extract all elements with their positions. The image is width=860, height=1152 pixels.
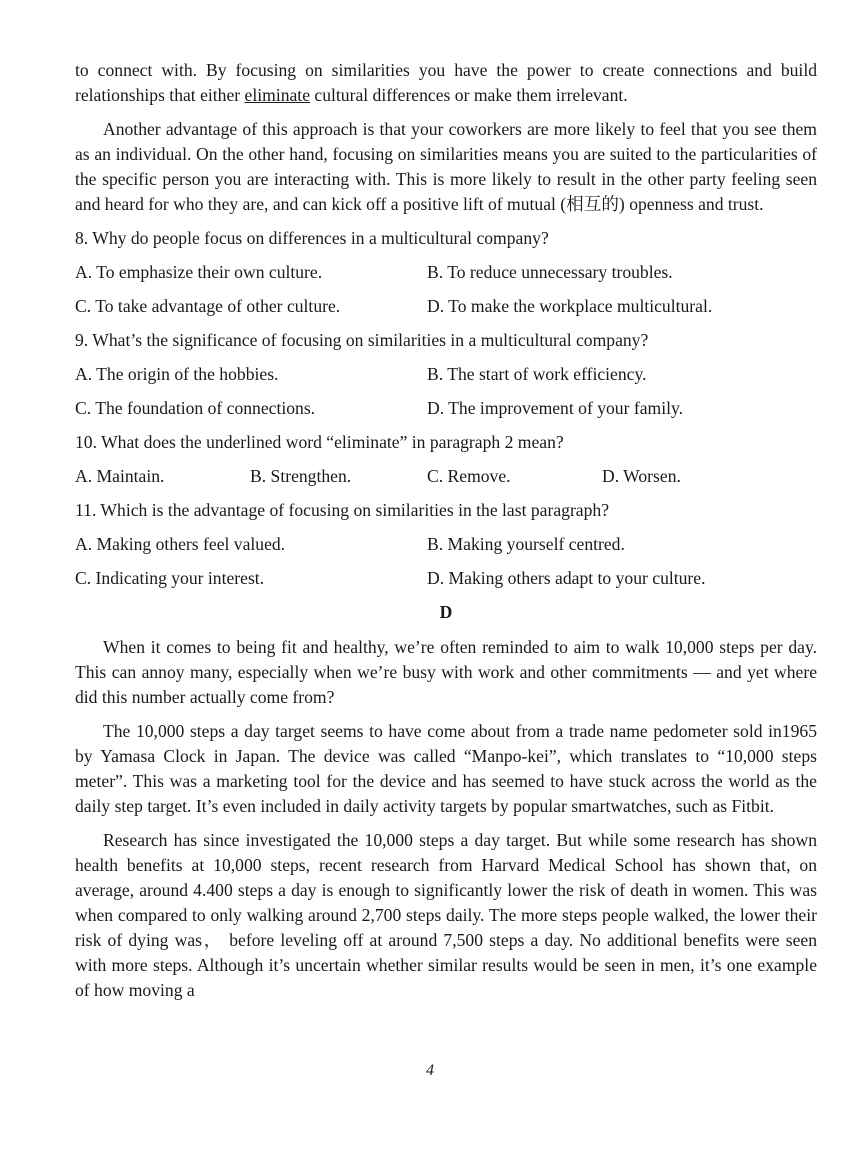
question-11-option-a: A. Making others feel valued. xyxy=(75,534,286,554)
question-10-option-a: A. Maintain. xyxy=(75,466,165,486)
question-8-option-d: D. To make the workplace multicultural. xyxy=(427,296,713,316)
underlined-word-eliminate: eliminate xyxy=(244,85,311,105)
question-9-option-c: C. The foundation of connections. xyxy=(75,398,316,418)
question-9-options-row-2 xyxy=(75,396,817,421)
question-8-options-row-1 xyxy=(75,260,817,285)
question-10-option-c: C. Remove. xyxy=(427,466,511,486)
question-10-options-row xyxy=(75,464,817,489)
question-11-options-row-2 xyxy=(75,566,817,591)
passage-c-paragraph-1 xyxy=(75,58,817,108)
question-11-option-d: D. Making others adapt to your culture. xyxy=(427,568,706,588)
page-number: 4 xyxy=(426,1062,434,1079)
question-8-option-b: B. To reduce unnecessary troubles. xyxy=(427,262,673,282)
question-9-stem: 9. What’s the significance of focusing on similarities in a multicultural company? xyxy=(75,330,649,350)
question-8-stem: 8. Why do people focus on differences in a multicultural company? xyxy=(75,228,549,248)
question-8-option-c: C. To take advantage of other culture. xyxy=(75,296,341,316)
question-10-option-d: D. Worsen. xyxy=(602,466,681,486)
passage-d-paragraph-1: When it comes to being fit and healthy, we’re often reminded to aim to walk 10,000 steps per day. This can annoy many, especially when we’re busy with work and other commitments — and yet where did this number actually come from? xyxy=(75,637,817,707)
question-8-options-row-2 xyxy=(75,294,817,319)
question-9-options-row-1 xyxy=(75,362,817,387)
exam-page xyxy=(75,58,817,1012)
passage-c-paragraph-2: Another advantage of this approach is that your coworkers are more likely to feel that you see them as an individual. On the other hand, focusing on similarities means you are suited to the particularities of the specific person you are interacting with. This is more likely to result in the other party feeling seen and heard for who they are, and can kick off a positive lift of mutual (相互的) openness and trust. xyxy=(75,119,817,214)
question-9-option-b: B. The start of work efficiency. xyxy=(427,364,647,384)
p1-text-before: to connect with. By focusing on similarities you have the power to create connections and build relationships that either xyxy=(75,60,817,105)
question-9-option-d: D. The improvement of your family. xyxy=(427,398,684,418)
question-11-stem: 11. Which is the advantage of focusing on similarities in the last paragraph? xyxy=(75,500,610,520)
question-8-option-a: A. To emphasize their own culture. xyxy=(75,262,323,282)
passage-d-paragraph-2: The 10,000 steps a day target seems to have come about from a trade name pedometer sold in1965 by Yamasa Clock in Japan. The device was called “Manpo-kei”, which translates to “10,000 steps meter”. This was a marketing tool for the device and has seemed to have stuck across the world as the daily step target. It’s even included in daily activity targets by popular smartwatches, such as Fitbit. xyxy=(75,721,817,816)
question-9-option-a: A. The origin of the hobbies. xyxy=(75,364,279,384)
question-11-options-row-1 xyxy=(75,532,817,557)
question-11-option-c: C. Indicating your interest. xyxy=(75,568,265,588)
p1-text-after: cultural differences or make them irrelevant. xyxy=(310,85,628,105)
passage-d-title: D xyxy=(439,602,453,622)
question-10-stem: 10. What does the underlined word “eliminate” in paragraph 2 mean? xyxy=(75,432,564,452)
passage-d-paragraph-3: Research has since investigated the 10,000 steps a day target. But while some research has shown health benefits at 10,000 steps, recent research from Harvard Medical School has shown that, on average, around 4.400 steps a day is enough to significantly lower the risk of death in women. This was when compared to only walking around 2,700 steps daily. The more steps people walked, the lower their risk of dying was， before leveling off at around 7,500 steps a day. No additional benefits were seen with more steps. Although it’s uncertain whether similar results would be seen in men, it’s one example of how moving a xyxy=(75,830,817,1000)
question-10-option-b: B. Strengthen. xyxy=(250,466,352,486)
question-11-option-b: B. Making yourself centred. xyxy=(427,534,625,554)
